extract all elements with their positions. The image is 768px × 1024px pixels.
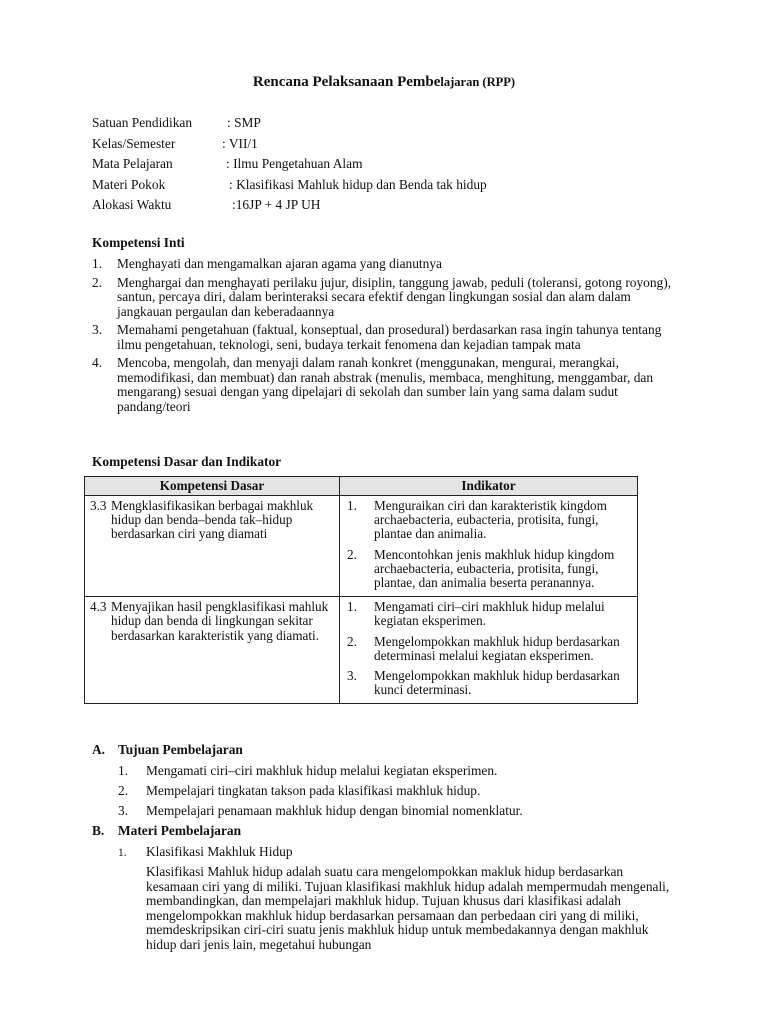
section-letter: B. — [92, 823, 105, 838]
item-text: Mencoba, mengolah, dan menyaji dalam ranah konkret (menggunakan, mengurai, merangkai, memodifikasi, dan membuat) dan ranah abstrak (menulis, membaca, menghitung, menggambar, dan mengarang) sesuai dengan yang dipelajari di sekolah dan sumber lain yang sama dalam sudut pandang/teori — [117, 355, 654, 414]
section-title: Tujuan Pembelajaran — [118, 742, 243, 757]
item-number: 4. — [92, 355, 103, 370]
table-row — [85, 496, 638, 597]
item-number: 2. — [347, 633, 357, 649]
item-number: 1. — [347, 599, 357, 615]
title-small: lajaran (RPP) — [440, 75, 516, 89]
item-number: 3. — [92, 322, 103, 337]
title-main: Rencana Pelaksanaan Pembe — [252, 74, 441, 90]
indikator-cell — [340, 496, 638, 597]
item-text: Mengelompokkan makhluk hidup berdasarkan kunci determinasi. — [374, 668, 620, 698]
info-label: Materi Pokok — [92, 176, 166, 192]
item-text: Memahami pengetahuan (faktual, konseptual, dan prosedural) berdasarkan rasa ingin tahunya tentang ilmu pengetahuan, teknologi, seni, budaya terkait fenomena dan kejadian tampak mata — [117, 322, 662, 352]
info-value: :16JP + 4 JP UH — [232, 197, 321, 212]
indikator-cell — [340, 597, 638, 704]
materi-subheading — [118, 845, 293, 861]
info-label: Alokasi Waktu — [92, 197, 172, 212]
list-item — [118, 804, 678, 824]
materi-paragraph: Klasifikasi Mahluk hidup adalah suatu cara mengelompokkan makluk hidup berdasarkan kesamaan ciri yang di miliki. Tujuan klasifikasi makhluk hidup adalah mempermudah mengenali, membandingkan, dan mempelajari makhluk hidup. Tujuan khusus dari klasifikasi adalah mengelompokkan makhluk hidup berdasarkan persamaan dan perbedaan ciri yang di miliki, memdeskripsikan ciri-ciri suatu jenis makhluk hidup untuk membedakannya dengan makhluk hidup dari jenis lain, megetahui hubungan — [146, 864, 670, 952]
item-text: Mempelajari penamaan makhluk hidup dengan binomial nomenklatur. — [146, 803, 523, 818]
indikator-item — [346, 499, 629, 542]
kd-text: Menyajikan hasil pengklasifikasi mahluk hidup dan benda di lingkungan sekitar berdasarkan karakteristik yang diamati. — [111, 599, 329, 643]
kd-heading: Kompetensi Dasar dan Indikator — [92, 454, 282, 469]
item-number: 3. — [347, 668, 357, 684]
item-text: Menghargai dan menghayati perilaku jujur, disiplin, tanggung jawab, peduli (toleransi, gotong royong), santun, percaya diri, dalam berinteraksi secara efektif dengan lingkungan sosial dan alam dalam jangkauan pergaulan dan keberadaannya — [117, 274, 672, 319]
info-value: : VII/1 — [222, 135, 258, 151]
section-title: Materi Pembelajaran — [118, 823, 242, 838]
list-item — [118, 784, 678, 804]
table-row — [85, 597, 638, 704]
tujuan-list — [118, 764, 678, 824]
item-number: 1. — [118, 847, 127, 859]
document-title — [0, 73, 768, 91]
indikator-item — [346, 548, 629, 591]
item-number: 2. — [118, 783, 129, 798]
list-item — [92, 323, 672, 352]
item-number: 3. — [118, 803, 129, 818]
kd-table — [84, 476, 638, 704]
info-label: Mata Pelajaran — [92, 156, 173, 171]
item-text: Menguraikan ciri dan karakteristik kingdom archaebacteria, eubacteria, protisita, fungi, plantae dan animalia. — [374, 498, 607, 542]
subheading-text: Klasifikasi Makhluk Hidup — [146, 844, 293, 859]
item-text: Mengamati ciri–ciri makhluk hidup melalui kegiatan eksperimen. — [146, 763, 498, 778]
column-header-indikator: Indikator — [340, 477, 638, 496]
kd-number: 4.3 — [90, 599, 107, 615]
kd-cell — [85, 496, 340, 597]
list-item — [118, 764, 678, 784]
item-number: 1. — [92, 256, 103, 271]
table-header-row — [85, 477, 638, 496]
materi-heading — [92, 824, 241, 839]
kd-number: 3.3 — [90, 498, 107, 513]
info-value: : Ilmu Pengetahuan Alam — [226, 156, 363, 171]
list-item — [92, 276, 672, 320]
item-text: Mengelompokkan makhluk hidup berdasarkan determinasi melalui kegiatan eksperimen. — [374, 633, 620, 663]
column-header-kd: Kompetensi Dasar — [85, 477, 340, 496]
item-number: 1. — [118, 763, 129, 778]
item-number: 2. — [347, 546, 357, 562]
kompetensi-inti-heading: Kompetensi Inti — [92, 235, 185, 250]
list-item — [92, 356, 672, 414]
item-number: 1. — [347, 498, 357, 513]
kompetensi-inti-list — [92, 257, 672, 418]
item-text: Mempelajari tingkatan takson pada klasifikasi makhluk hidup. — [146, 783, 481, 798]
list-item — [92, 257, 672, 272]
info-value: : SMP — [227, 115, 261, 130]
kd-text: Mengklasifikasikan berbagai makhluk hidup dan benda–benda tak–hidup berdasarkan ciri yang diamati — [111, 498, 314, 542]
info-value: : Klasifikasi Mahluk hidup dan Benda tak hidup — [229, 176, 487, 192]
indikator-item — [346, 600, 629, 628]
kd-cell — [85, 597, 340, 704]
item-text: Menghayati dan mengamalkan ajaran agama yang dianutnya — [117, 256, 442, 271]
tujuan-heading — [92, 743, 243, 758]
indikator-item — [346, 635, 629, 663]
item-text: Mencontohkan jenis makhluk hidup kingdom archaebacteria, eubacteria, protisita, fungi, plantae, dan animalia beserta peranannya. — [374, 546, 615, 591]
section-letter: A. — [92, 742, 106, 757]
info-label: Kelas/Semester — [92, 135, 176, 151]
indikator-item — [346, 669, 629, 697]
item-number: 2. — [92, 274, 103, 290]
item-text: Mengamati ciri–ciri makhluk hidup melalui kegiatan eksperimen. — [374, 599, 605, 629]
info-label: Satuan Pendidikan — [92, 115, 193, 130]
